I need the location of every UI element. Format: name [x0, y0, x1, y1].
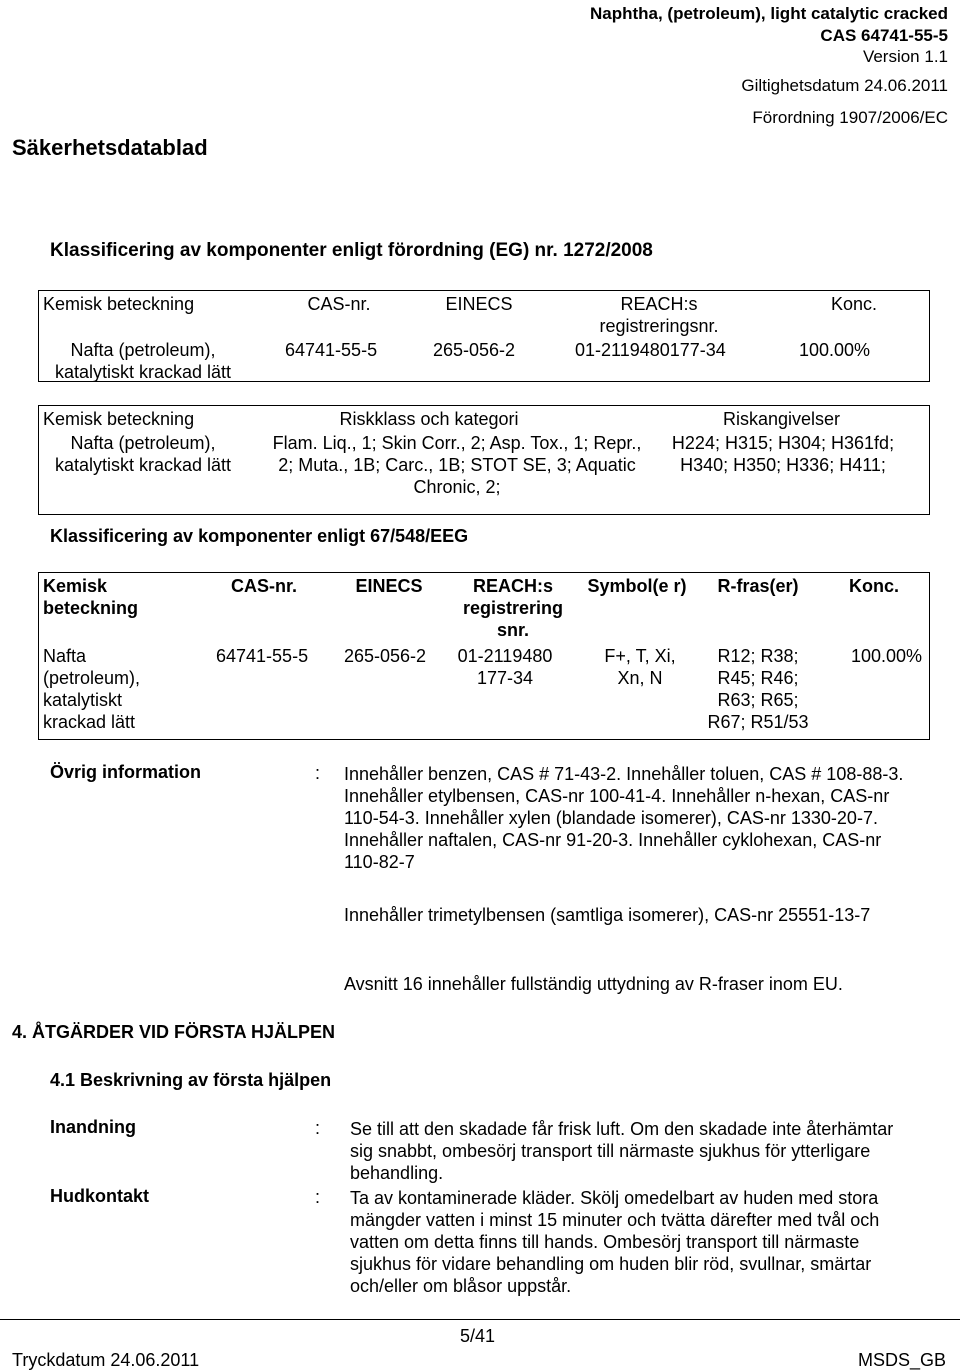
header-conc: Konc.	[830, 294, 878, 314]
cas-number: CAS 64741-55-5	[820, 26, 948, 45]
classification-table-67548	[38, 572, 930, 740]
row3-einecs: 265-056-2	[344, 646, 427, 666]
header-einecs: EINECS	[445, 294, 513, 314]
header-risk-class: Riskklass och kategori	[339, 409, 519, 429]
inhalation-text: Se till att den skadade får frisk luft. Om den skadade inte återhämtar sig snabbt, ombesörj transport till närmaste sjukhus för ytterligare behandling.	[350, 1119, 894, 1183]
document-code: MSDS_GB	[857, 1350, 946, 1370]
header3-conc: Konc.	[848, 576, 899, 596]
row3-r-phrases: R12; R38; R45; R46; R63; R65; R67; R51/53	[707, 646, 809, 732]
section-1272-title: Klassificering av komponenter enligt förordning (EG) nr. 1272/2008	[50, 240, 653, 261]
row-reach: 01-2119480177-34	[575, 340, 726, 360]
header3-cas: CAS-nr.	[230, 576, 297, 596]
section-67548-title: Klassificering av komponenter enligt 67/548/EEG	[50, 526, 469, 546]
row3-symbols: F+, T, Xi, Xn, N	[604, 646, 676, 688]
header3-einecs: EINECS	[355, 576, 423, 596]
header3-r-phrases: R-fras(er)	[717, 576, 799, 596]
row3-chemical-name: Nafta (petroleum), katalytiskt krackad lätt	[43, 646, 141, 732]
header-chemical-name-2: Kemisk beteckning	[43, 409, 195, 429]
other-info-paragraph-1: Innehåller benzen, CAS # 71-43-2. Innehåller toluen, CAS # 108-88-3. Innehåller etylbensen, CAS-nr 100-41-4. Innehåller n-hexan, CAS-nr 110-54-3. Innehåller xylen (blandade isomerer), CAS-nr 1330-20-7. Innehåller naftalen, CAS-nr 91-20-3. Innehåller cyklohexan, CAS-nr 110-82-7	[344, 764, 904, 872]
skin-contact-label: Hudkontakt	[50, 1186, 149, 1206]
regulation: Förordning 1907/2006/EC	[752, 108, 948, 127]
header-cas: CAS-nr.	[307, 294, 371, 314]
version: Version 1.1	[862, 47, 948, 66]
print-date: Tryckdatum 24.06.2011	[12, 1350, 200, 1370]
row-cas: 64741-55-5	[285, 340, 378, 360]
page-number: 5/41	[460, 1326, 496, 1346]
other-info-paragraph-3: Avsnitt 16 innehåller fullständig uttydning av R-fraser inom EU.	[344, 974, 843, 994]
row3-conc: 100.00%	[851, 646, 923, 666]
section-4-1-subtitle: 4.1 Beskrivning av första hjälpen	[50, 1070, 332, 1090]
other-info-label: Övrig information	[50, 762, 202, 782]
validity-date: Giltighetsdatum 24.06.2011	[741, 76, 948, 95]
skin-contact-colon: :	[315, 1187, 321, 1207]
row-chemical-name: Nafta (petroleum), katalytiskt krackad lätt	[54, 340, 232, 382]
header3-reach: REACH:s registrering snr.	[462, 576, 564, 640]
row2-risk-class: Flam. Liq., 1; Skin Corr., 2; Asp. Tox., 1; Repr., 2; Muta., 1B; Carc., 1B; STOT SE, 3; Aquatic Chronic, 2;	[272, 433, 642, 497]
skin-contact-text: Ta av kontaminerade kläder. Skölj omedelbart av huden med stora mängder vatten i minst 15 minuter och tvätta därefter med tvål och vatten om detta finns till hands. Ombesörj transport till närmaste sjukhus för vidare behandling om huden blir röd, svullnar, smärtar och/eller om blåsor uppstår.	[350, 1188, 880, 1296]
row3-reach: 01-2119480177-34	[457, 646, 553, 688]
risk-classification-table	[38, 405, 930, 515]
header3-symbols: Symbol(e r)	[587, 576, 687, 596]
inhalation-colon: :	[315, 1118, 321, 1138]
row3-cas: 64741-55-5	[216, 646, 309, 666]
row2-hazard-statements: H224; H315; H304; H361fd; H340; H350; H336; H411;	[671, 433, 895, 475]
section-4-title: 4. ÅTGÄRDER VID FÖRSTA HJÄLPEN	[12, 1022, 336, 1042]
inhalation-label: Inandning	[50, 1117, 136, 1137]
document-title: Säkerhetsdatablad	[12, 135, 208, 160]
row-einecs: 265-056-2	[433, 340, 516, 360]
other-info-colon: :	[315, 763, 321, 783]
header-chemical-name: Kemisk beteckning	[43, 294, 195, 314]
row2-chemical-name: Nafta (petroleum), katalytiskt krackad lätt	[54, 433, 232, 475]
product-name: Naphtha, (petroleum), light catalytic cracked	[589, 4, 948, 23]
footer-divider	[0, 1319, 960, 1320]
row-conc: 100.00%	[799, 340, 871, 360]
header3-chemical-name: Kemisk beteckning	[43, 576, 139, 618]
classification-table-1272	[38, 290, 930, 382]
other-info-paragraph-2: Innehåller trimetylbensen (samtliga isomerer), CAS-nr 25551-13-7	[344, 905, 871, 925]
header-hazard-statements: Riskangivelser	[722, 409, 841, 429]
header-reach: REACH:s registreringsnr.	[599, 294, 719, 336]
